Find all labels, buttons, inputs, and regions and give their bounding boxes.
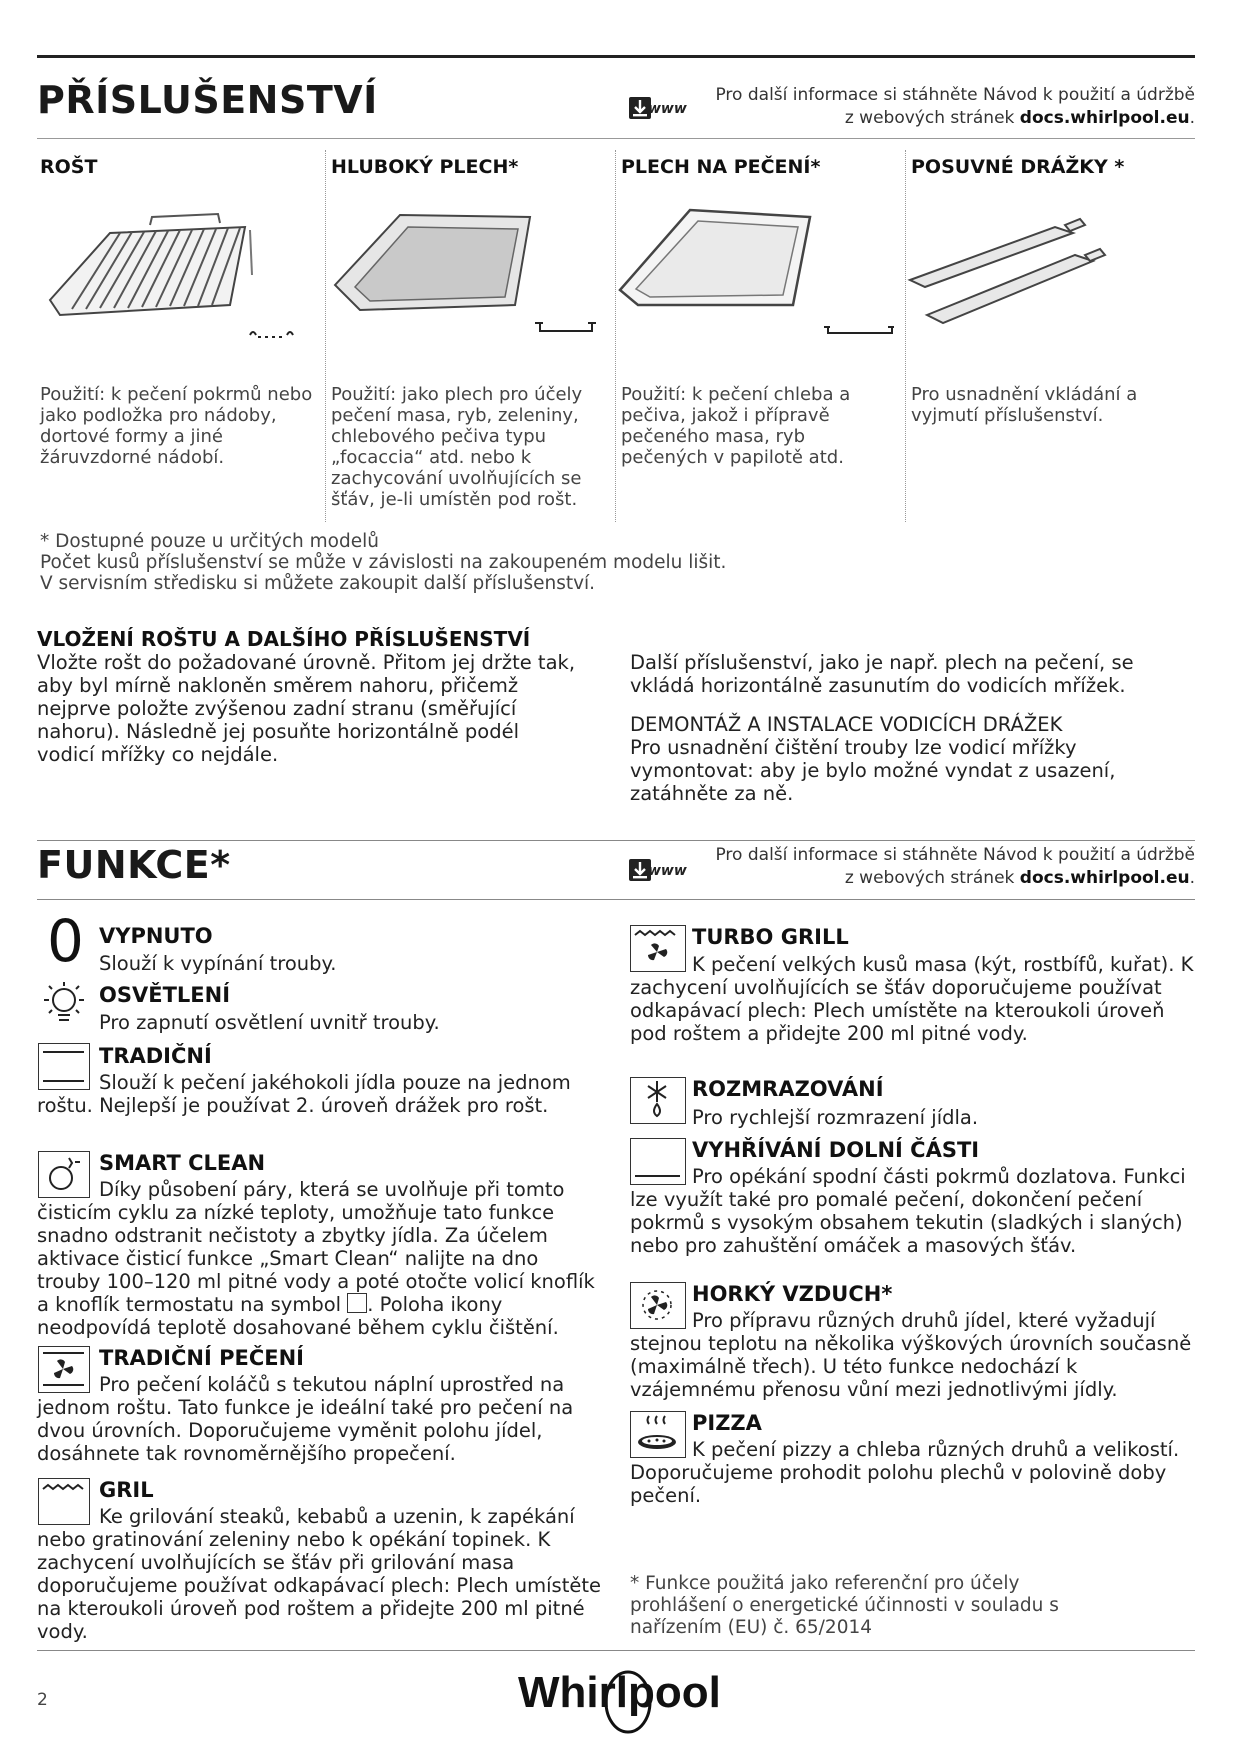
column-text-deep-tray: Použití: jako plech pro účely pečení masa, ryb, zeleniny, chlebového pečiva typu „focaccia“ atd. nebo k zachycování uvolňujících se šťáv, je-li umístěn pod rošt. bbox=[331, 384, 583, 510]
www-label: www bbox=[648, 863, 687, 879]
function-head-conventional: TRADIČNÍ bbox=[99, 1044, 212, 1068]
function-text-forced-air: Pro přípravu různých druhů jídel, které vyžadují stejnou teplotu na několika výškových úrovních současně (maximálně třech). U této funkce nedochází k vzájemnému přenosu vůní mezi jednotlivými jídly. bbox=[630, 1309, 1192, 1401]
accessories-title: PŘÍSLUŠENSTVÍ bbox=[37, 78, 378, 122]
function-text-bottom-heat: Pro opékání spodní části pokrmů dozlatova. Funkci lze využít také pro pomalé pečení, dokončení pečení pokrmů s vysokým obsahem tekutin (sladkých i slaných) nebo pro zahuštění omáček a masových šťáv. bbox=[630, 1165, 1186, 1257]
footnote-line: * Dostupné pouze u určitých modelů bbox=[40, 531, 379, 552]
function-head-pizza: PIZZA bbox=[692, 1411, 762, 1435]
function-text-off: Slouží k vypínání trouby. bbox=[99, 952, 337, 975]
rails-text: Pro usnadnění čištění trouby lze vodicí mřížky vymontovat: aby je bylo možné vyndat z usazení, zatáhněte za ně. bbox=[630, 736, 1116, 805]
column-divider bbox=[325, 150, 326, 522]
note-end: . bbox=[1189, 108, 1195, 128]
functions-footnote: * Funkce použitá jako referenční pro účely prohlášení o energetické účinnosti v souladu s nařízením (EU) č. 65/2014 bbox=[630, 1573, 1059, 1638]
function-text-light: Pro zapnutí osvětlení uvnitř trouby. bbox=[99, 1011, 440, 1034]
function-head-smart-clean: SMART CLEAN bbox=[99, 1151, 266, 1175]
docs-link[interactable]: docs.whirlpool.eu bbox=[1019, 108, 1190, 128]
function-head-defrost: ROZMRAZOVÁNÍ bbox=[692, 1077, 884, 1101]
smart-clean-inline-icon bbox=[347, 1293, 367, 1313]
note-line-2: z webových stránek bbox=[844, 868, 1020, 888]
accessories-rule bbox=[37, 138, 1195, 139]
brand-name: Whirlpool bbox=[518, 1668, 718, 1717]
function-head-off: VYPNUTO bbox=[99, 924, 213, 948]
functions-rule bbox=[37, 899, 1195, 900]
note-line-1: Pro další informace si stáhněte Návod k použití a údržbě bbox=[715, 85, 1195, 105]
note-line-1: Pro další informace si stáhněte Návod k použití a údržbě bbox=[715, 845, 1195, 865]
note-line-2: z webových stránek bbox=[844, 108, 1020, 128]
baking-tray-image bbox=[618, 205, 898, 349]
function-text-grill: Ke grilování steaků, kebabů a uzenin, k zapékání nebo gratinování zeleniny nebo k opékání topinek. K zachycení uvolňujících se šťáv při grilování masa doporučujeme používat odkapávací plech: Plech umístěte na kteroukoli úroveň pod roštem a přidejte 200 ml pitné vody. bbox=[37, 1505, 602, 1643]
function-text-defrost: Pro rychlejší rozmrazení jídla. bbox=[692, 1106, 979, 1129]
page-number: 2 bbox=[37, 1690, 48, 1710]
column-head-sliding-rails: POSUVNÉ DRÁŽKY * bbox=[911, 156, 1125, 178]
function-head-grill: GRIL bbox=[99, 1478, 154, 1502]
function-head-bottom-heat: VYHŘÍVÁNÍ DOLNÍ ČÁSTI bbox=[692, 1138, 980, 1162]
function-head-fan-conventional: TRADIČNÍ PEČENÍ bbox=[99, 1346, 304, 1370]
function-head-forced-air: HORKÝ VZDUCH* bbox=[692, 1282, 893, 1306]
function-text-turbo-grill: K pečení velkých kusů masa (kýt, rostbífů, kuřat). K zachycení uvolňujících se šťáv doporučujeme používat odkapávací plech: Plech umístěte na kteroukoli úroveň pod roštem a přidejte 200 ml pitné vody. bbox=[630, 953, 1194, 1045]
function-text-pizza: K pečení pizzy a chleba různých druhů a velikostí. Doporučujeme prohodit polohu plechů v polovině doby pečení. bbox=[630, 1438, 1180, 1507]
function-text-smart-clean bbox=[37, 1178, 602, 1339]
rails-heading: DEMONTÁŽ A INSTALACE VODICÍCH DRÁŽEK bbox=[630, 713, 1063, 736]
function-head-turbo-grill: TURBO GRILL bbox=[692, 925, 849, 949]
insertion-right-text: Další příslušenství, jako je např. plech na pečení, se vkládá horizontálně zasunutím do vodicích mřížek. bbox=[630, 651, 1134, 697]
top-rule bbox=[37, 55, 1195, 58]
column-head-rack: ROŠT bbox=[40, 156, 98, 178]
www-label: www bbox=[648, 101, 687, 117]
defrost-icon bbox=[630, 1077, 686, 1124]
column-text-sliding-rails: Pro usnadnění vkládání a vyjmutí příslušenství. bbox=[911, 384, 1138, 426]
wire-rack-image bbox=[40, 205, 320, 349]
deep-tray-image bbox=[330, 205, 610, 349]
note-end: . bbox=[1189, 868, 1195, 888]
footnote-line: Počet kusů příslušenství se může v závislosti na zakoupeném modelu lišit. bbox=[40, 552, 727, 573]
function-text-conventional: Slouží k pečení jakéhokoli jídla pouze na jednom roštu. Nejlepší je používat 2. úroveň drážek pro rošt. bbox=[37, 1071, 571, 1117]
column-head-baking-tray: PLECH NA PEČENÍ* bbox=[621, 156, 821, 178]
insertion-heading: VLOŽENÍ ROŠTU A DALŠÍHO PŘÍSLUŠENSTVÍ bbox=[37, 627, 531, 651]
function-head-light: OSVĚTLENÍ bbox=[99, 983, 231, 1007]
sliding-rails-image bbox=[905, 205, 1195, 349]
functions-download-note bbox=[680, 844, 1195, 890]
smart-clean-text-b: . Poloha ikony neodpovídá teplotě dosahované během cyklu čištění. bbox=[37, 1293, 559, 1339]
column-divider bbox=[615, 150, 616, 522]
docs-link[interactable]: docs.whirlpool.eu bbox=[1019, 868, 1190, 888]
functions-top-rule bbox=[37, 840, 1195, 841]
footer-rule bbox=[37, 1650, 1195, 1651]
footnote-line: V servisním středisku si můžete zakoupit další příslušenství. bbox=[40, 573, 596, 594]
column-text-baking-tray: Použití: k pečení chleba a pečiva, jakož i přípravě pečeného masa, ryb pečených v papilotě atd. bbox=[621, 384, 851, 468]
column-head-deep-tray: HLUBOKÝ PLECH* bbox=[331, 156, 519, 178]
accessories-footnotes bbox=[40, 531, 800, 594]
insertion-left-text: Vložte rošt do požadované úrovně. Přitom jej držte tak, aby byl mírně nakloněn směrem nahoru, přičemž nejprve položte zvýšenou zadní stranu (směřující nahoru). Následně jej posuňte horizontálně podél vodicí mřížky co nejdále. bbox=[37, 651, 576, 766]
power-off-icon: 0 bbox=[47, 907, 84, 975]
function-text-fan-conventional: Pro pečení koláčů s tekutou náplní uprostřed na jednom roštu. Tato funkce je ideální také pro pečení na dvou úrovních. Doporučujeme vyměnit polohu jídel, dosáhnete tak rovnoměrnějšího propečení. bbox=[37, 1373, 574, 1465]
whirlpool-logo bbox=[518, 1660, 718, 1744]
functions-title: FUNKCE* bbox=[37, 843, 231, 887]
smart-clean-text-a: Díky působení páry, která se uvolňuje při tomto čisticím cyklu za nízké teploty, umožňuje tato funkce snadno odstranit nečistoty a zbytky jídla. Za účelem aktivace čisticí funkce „Smart Clean“ nalijte na dno trouby 100–120 ml pitné vody a poté otočte volicí knoflík a knoflík termostatu na symbol bbox=[37, 1178, 595, 1316]
accessories-download-note bbox=[680, 84, 1195, 130]
column-text-rack: Použití: k pečení pokrmů nebo jako podložka pro nádoby, dortové formy a jiné žáruvzdorné nádobí. bbox=[40, 384, 313, 468]
light-bulb-icon bbox=[38, 980, 90, 1034]
